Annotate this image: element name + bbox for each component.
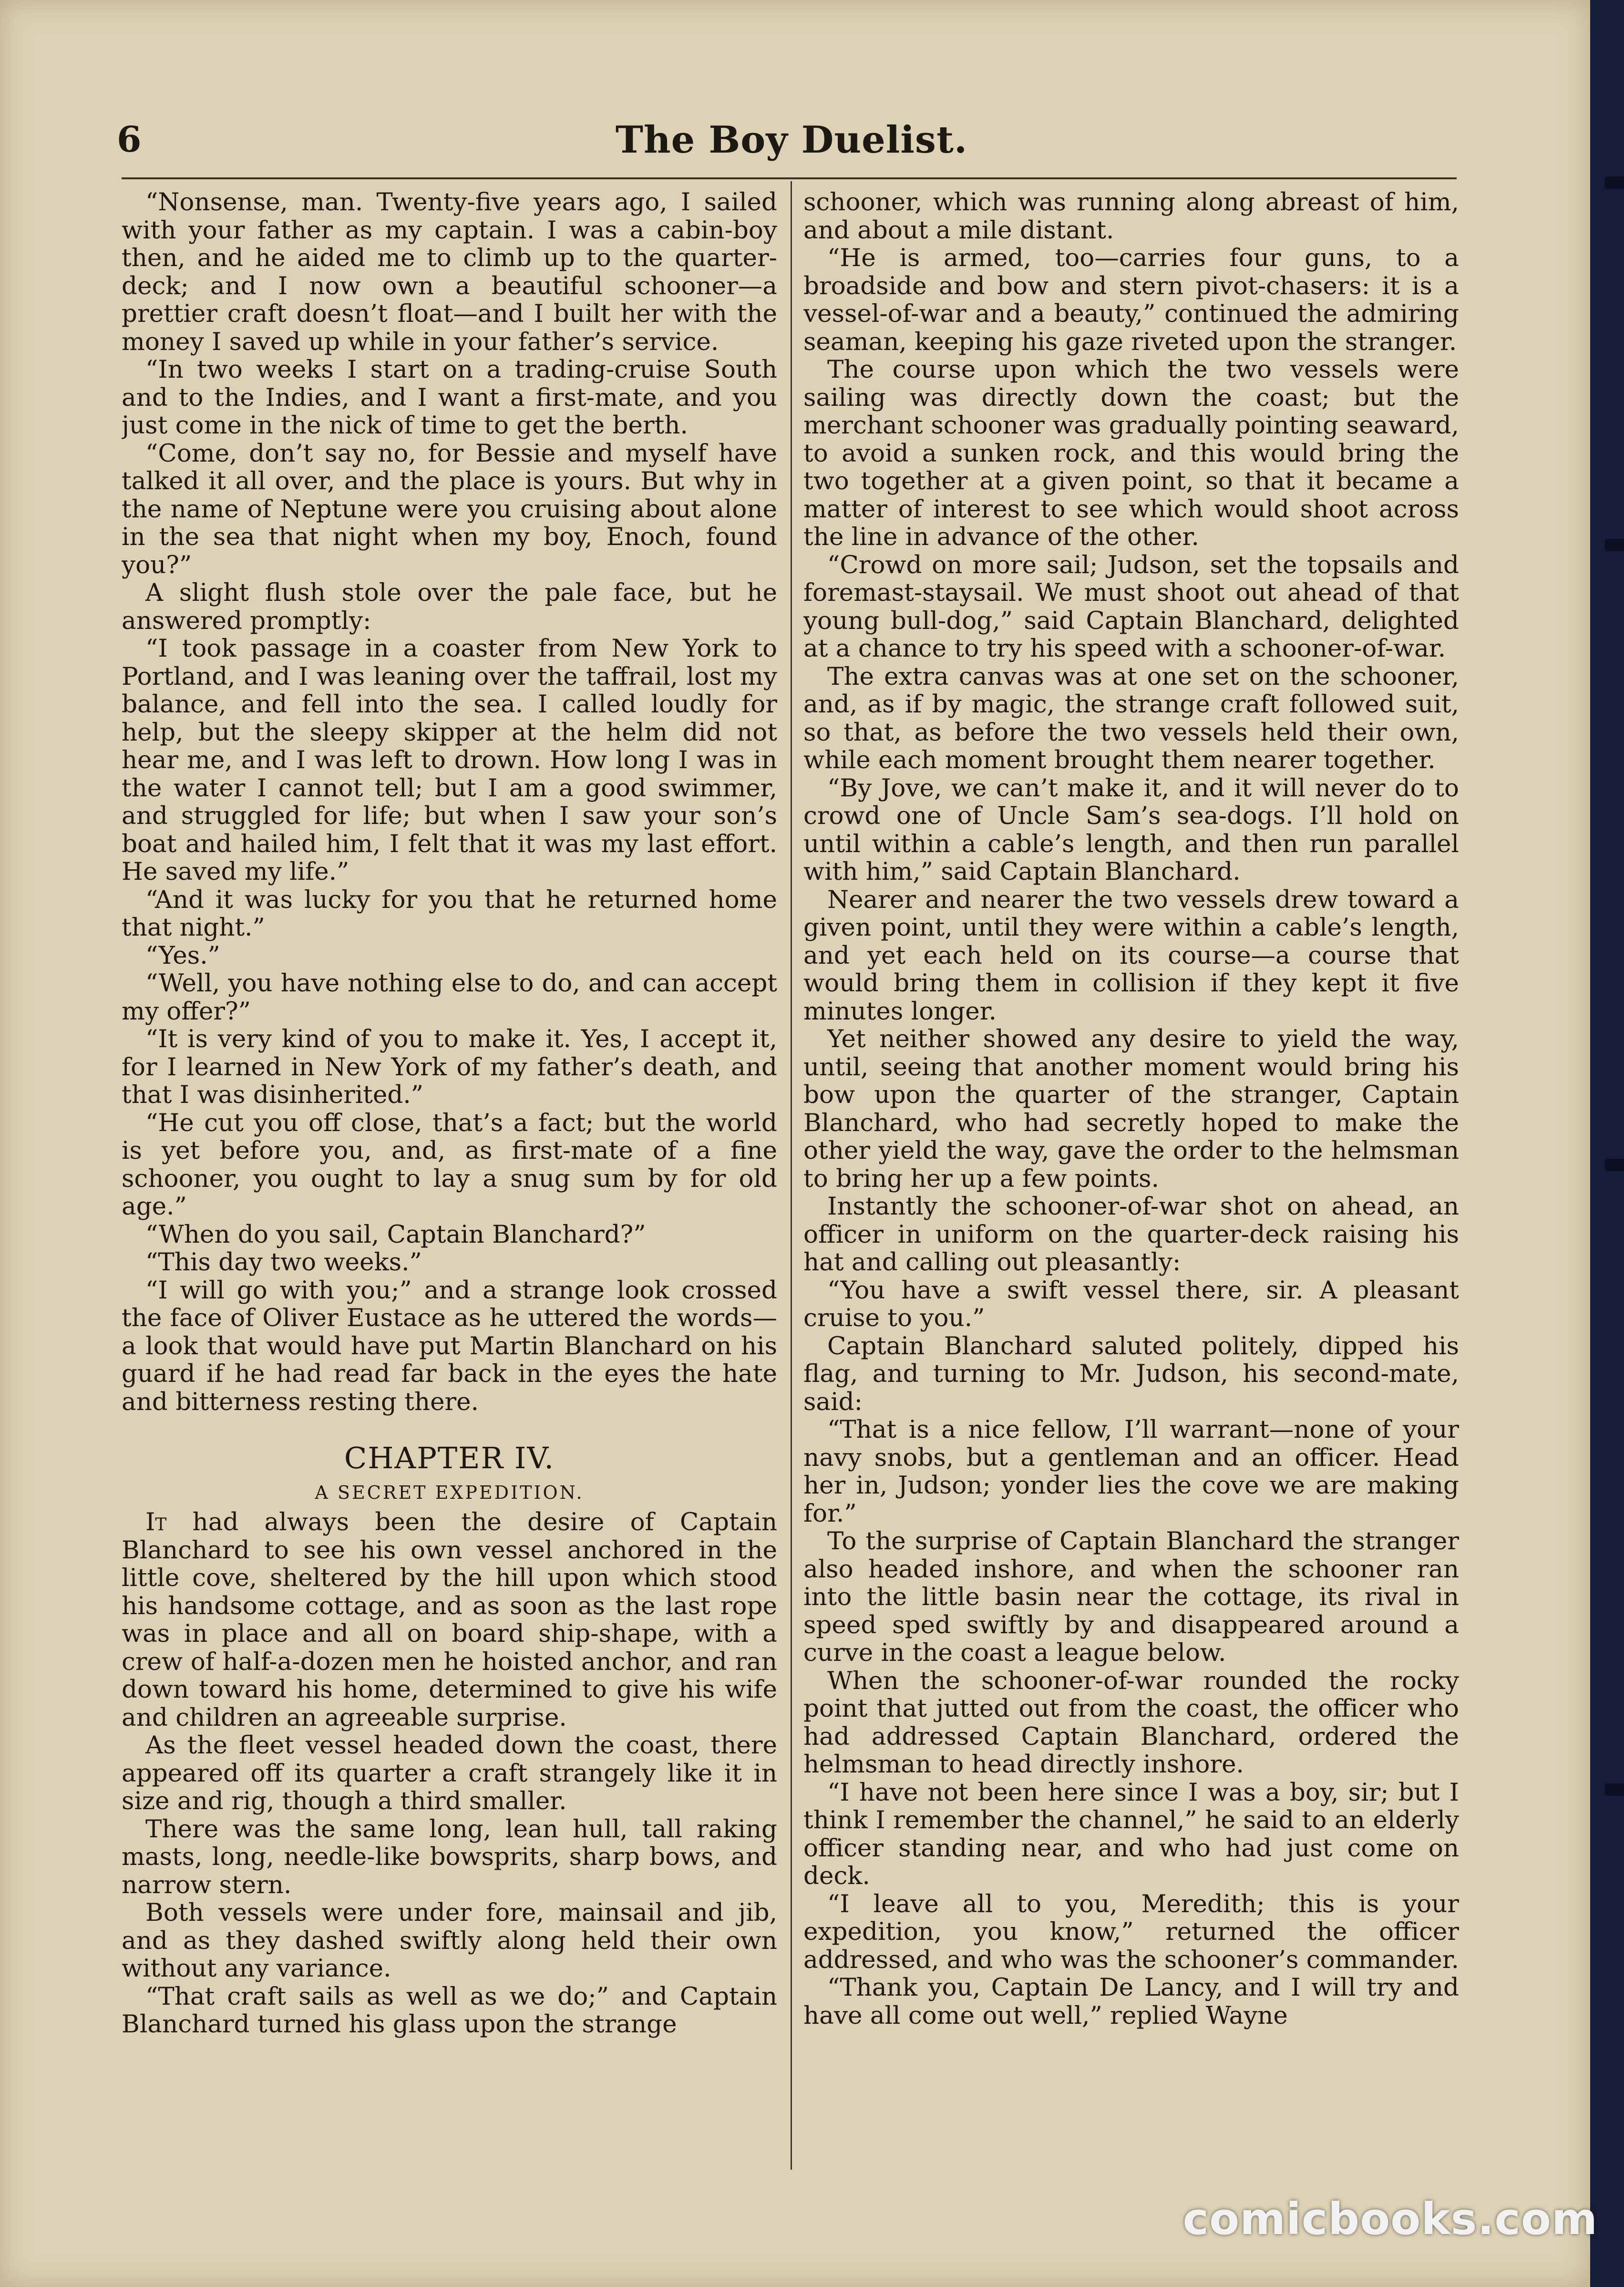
chapter-heading: CHAPTER IV. xyxy=(344,1441,555,1475)
paragraph: Instantly the schooner-of-war shot on ahead, an officer in uniform on the quarter-deck raising his hat and calling out pleasantly: xyxy=(803,1192,1459,1277)
paragraph: “Thank you, Captain De Lancy, and I will try and have all come out well,” replied Wayne xyxy=(803,1973,1459,2030)
paragraph: “You have a swift vessel there, sir. A pleasant cruise to you.” xyxy=(803,1276,1459,1332)
paragraph: Nearer and nearer the two vessels drew toward a given point, until they were within a cable’s length, and yet each held on its course—a course that would bring them in collision if they kept it five minutes longer. xyxy=(803,885,1459,1026)
watermark-logo: comicbooks.com xyxy=(1182,2194,1598,2245)
paragraph: Captain Blanchard saluted politely, dipped his flag, and turning to Mr. Judson, his second-mate, said: xyxy=(803,1331,1459,1416)
paragraph: As the fleet vessel headed down the coast, there appeared off its quarter a craft strangely like it in size and rig, though a third smaller. xyxy=(122,1731,777,1815)
paragraph: When the schooner-of-war rounded the rocky point that jutted out from the coast, the officer who had addressed Captain Blanchard, ordered the helmsman to head directly inshore. xyxy=(803,1666,1459,1779)
paragraph: “That craft sails as well as we do;” and Captain Blanchard turned his glass upon the strange xyxy=(122,1982,777,2039)
paragraph: “In two weeks I start on a trading-cruise South and to the Indies, and I want a first-mate, and you just come in the nick of time to get the berth. xyxy=(122,355,777,440)
paragraph: “By Jove, we can’t make it, and it will never do to crowd one of Uncle Sam’s sea-dogs. I’ll hold on until within a cable’s length, and then run parallel with him,” said Captain Blanchard. xyxy=(803,773,1459,886)
paragraph: The course upon which the two vessels were sailing was directly down the coast; but the merchant schooner was gradually pointing seaward, to avoid a sunken rock, and this would bring the two together at a given point, so that it became a matter of interest to see which would shoot across the line in advance of the other. xyxy=(803,355,1459,551)
chapter-opening-paragraph xyxy=(122,1508,777,1731)
paragraph: “Crowd on more sail; Judson, set the topsails and foremast-staysail. We must shoot out ahead of that young bull-dog,” said Captain Blanchard, delighted at a chance to try his speed with a schooner-of-war. xyxy=(803,550,1459,663)
paragraph: “He is armed, too—carries four guns, to a broadside and bow and stern pivot-chasers: it is a vessel-of-war and a beauty,” continued the admiring seaman, keeping his gaze riveted upon the stranger. xyxy=(803,244,1459,356)
paragraph: “When do you sail, Captain Blanchard?” xyxy=(145,1220,646,1249)
staple-mark xyxy=(1605,539,1624,551)
chapter-first-word: It xyxy=(145,1508,167,1536)
paragraph: “Nonsense, man. Twenty-five years ago, I sailed with your father as my captain. I was a cabin-boy then, and he aided me to climb up to the quarter-deck; and I now own a beautiful schooner—a prettier craft doesn’t float—and I built her with the money I saved up while in your father’s service. xyxy=(122,188,777,356)
paragraph: “Well, you have nothing else to do, and can accept my offer?” xyxy=(122,969,777,1026)
paragraph: There was the same long, lean hull, tall raking masts, long, needle-like bowsprits, sharp bows, and narrow stern. xyxy=(122,1814,777,1899)
page-header xyxy=(117,110,1466,176)
staple-mark xyxy=(1605,1783,1624,1796)
right-column xyxy=(803,188,1459,2177)
paragraph: “This day two weeks.” xyxy=(145,1248,422,1277)
header-rule xyxy=(122,177,1457,179)
paragraph: “I will go with you;” and a strange look crossed the face of Oliver Eustace as he uttered the words—a look that would have put Martin Blanchard on his guard if he had read far back in the eyes the hate and bitterness resting there. xyxy=(122,1276,777,1416)
paragraph: “Come, don’t say no, for Bessie and myself have talked it all over, and the place is yours. But why in the name of Neptune were you cruising about alone in the sea that night when my boy, Enoch, found you?” xyxy=(122,439,777,579)
paragraph: “It is very kind of you to make it. Yes, I accept it, for I learned in New York of my father’s death, and that I was disinherited.” xyxy=(122,1025,777,1109)
binding-edge xyxy=(1590,0,1624,2287)
paragraph: “Yes.” xyxy=(145,941,220,970)
paragraph: “I have not been here since I was a boy, sir; but I think I remember the channel,” he said to an elderly officer standing near, and who had just come on deck. xyxy=(803,1778,1459,1890)
staple-mark xyxy=(1605,1159,1624,1171)
chapter-subtitle: A SECRET EXPEDITION. xyxy=(315,1482,584,1503)
staple-mark xyxy=(1605,176,1624,189)
paragraph: “He cut you off close, that’s a fact; but the world is yet before you, and, as first-mate of a fine schooner, you ought to lay a snug sum by for old age.” xyxy=(122,1108,777,1221)
chapter-first-rest: had always been the desire of Captain Blanchard to see his own vessel anchored in the little cove, sheltered by the hill upon which stood his handsome cottage, and as soon as the last rope was in place and all on board ship-shape, with a crew of half-a-dozen men he hoisted anchor, and ran down toward his home, determined to give his wife and children an agreeable surprise. xyxy=(122,1508,777,1732)
paragraph: “That is a nice fellow, I’ll warrant—none of your navy snobs, but a gentleman and an officer. Head her in, Judson; yonder lies the cove we are making for.” xyxy=(803,1415,1459,1528)
left-column xyxy=(122,188,777,2177)
paragraph: Yet neither showed any desire to yield the way, until, seeing that another moment would bring his bow upon the quarter of the stranger, Captain Blanchard, who had secretly hoped to make the other yield the way, gave the order to the helmsman to bring her up a few points. xyxy=(803,1025,1459,1193)
column-divider xyxy=(791,181,792,2170)
page-number: 6 xyxy=(117,119,142,160)
paragraph: schooner, which was running along abreast of him, and about a mile distant. xyxy=(803,188,1459,245)
running-title: The Boy Duelist. xyxy=(615,118,968,162)
paragraph: To the surprise of Captain Blanchard the stranger also headed inshore, and when the schooner ran into the little basin near the cottage, its rival in speed sped swiftly by and disappeared around a curve in the coast a league below. xyxy=(803,1527,1459,1667)
paragraph: A slight flush stole over the pale face, but he answered promptly: xyxy=(122,578,777,635)
paragraph: Both vessels were under fore, mainsail and jib, and as they dashed swiftly along held their own without any variance. xyxy=(122,1898,777,1983)
paragraph: “I leave all to you, Meredith; this is your expedition, you know,” returned the officer addressed, and who was the schooner’s commander. xyxy=(803,1889,1459,1974)
paragraph: “And it was lucky for you that he returned home that night.” xyxy=(122,885,777,942)
paragraph: The extra canvas was at one set on the schooner, and, as if by magic, the strange craft followed suit, so that, as before the two vessels held their own, while each moment brought them nearer together. xyxy=(803,662,1459,774)
paragraph: “I took passage in a coaster from New York to Portland, and I was leaning over the taffrail, lost my balance, and fell into the sea. I called loudly for help, but the sleepy skipper at the helm did not hear me, and I was left to drown. How long I was in the water I cannot tell; but I am a good swimmer, and struggled for life; but when I saw your son’s boat and hailed him, I felt that it was my last effort. He saved my life.” xyxy=(122,634,777,886)
